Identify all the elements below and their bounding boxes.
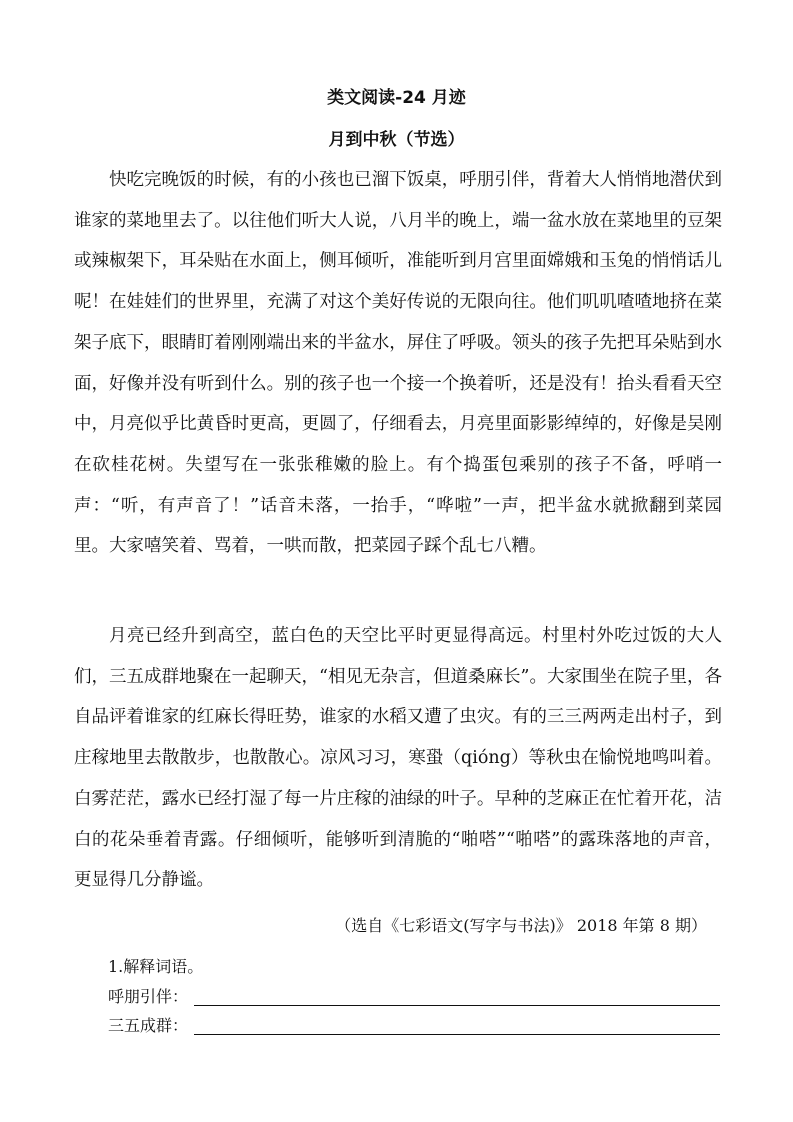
answer-blank[interactable]: [194, 1014, 720, 1035]
page-title: 类文阅读-24 月迹: [327, 88, 466, 108]
source-citation: （选自《七彩语文(写字与书法)》 2018 年第 8 期）: [335, 916, 707, 935]
answer-blank[interactable]: [194, 985, 720, 1006]
answer-row-2: [108, 1012, 720, 1038]
answer-row-1: [108, 983, 720, 1009]
term-label: 三五成群：: [108, 1016, 189, 1035]
term-label: 呼朋引伴：: [108, 987, 189, 1006]
article-title: 月到中秋（节选）: [328, 130, 465, 150]
question-prompt: 1.解释词语。: [108, 957, 204, 976]
paragraph-2: 月亮已经升到高空，蓝白色的天空比平时更显得高远。村里村外吃过饭的大人们，三五成群地聚在一起聊天，“相见无杂言，但道桑麻长”。大家围坐在院子里，各自品评着谁家的红麻长得旺势，谁家的水稻又遭了虫灾。有的三三两两走出村子，到庄稼地里去散散步，也散散心。凉风习习，寒蛩（qióng）等秋虫在愉悦地鸣叫着。白雾茫茫，露水已经打湿了每一片庄稼的油绿的叶子。早种的芝麻正在忙着开花，洁白的花朵垂着青露。仔细倾听，能够听到清脆的“啪嗒”“啪嗒”的露珠落地的声音，更显得几分静谧。: [74, 626, 722, 891]
paragraph-1: 快吃完晚饭的时候，有的小孩也已溜下饭桌，呼朋引伴，背着大人悄悄地潜伏到谁家的菜地里去了。以往他们听大人说，八月半的晚上，端一盆水放在菜地里的豆架或辣椒架下，耳朵贴在水面上，侧耳倾听，准能听到月宫里面嫦娥和玉兔的悄悄话儿呢！在娃娃们的世界里，充满了对这个美好传说的无限向往。他们叽叽喳喳地挤在菜架子底下，眼睛盯着刚刚端出来的半盆水，屏住了呼吸。领头的孩子先把耳朵贴到水面，好像并没有听到什么。别的孩子也一个接一个换着听，还是没有！抬头看看天空中，月亮似乎比黄昏时更高，更圆了，仔细看去，月亮里面影影绰绰的，好像是吴刚在砍桂花树。失望写在一张张稚嫩的脸上。有个捣蛋包乘别的孩子不备，呼哨一声：“听，有声音了！”话音未落，一抬手，“哗啦”一声，把半盆水就掀翻到菜园里。大家嘻笑着、骂着，一哄而散，把菜园子踩个乱七八糟。: [74, 170, 722, 557]
